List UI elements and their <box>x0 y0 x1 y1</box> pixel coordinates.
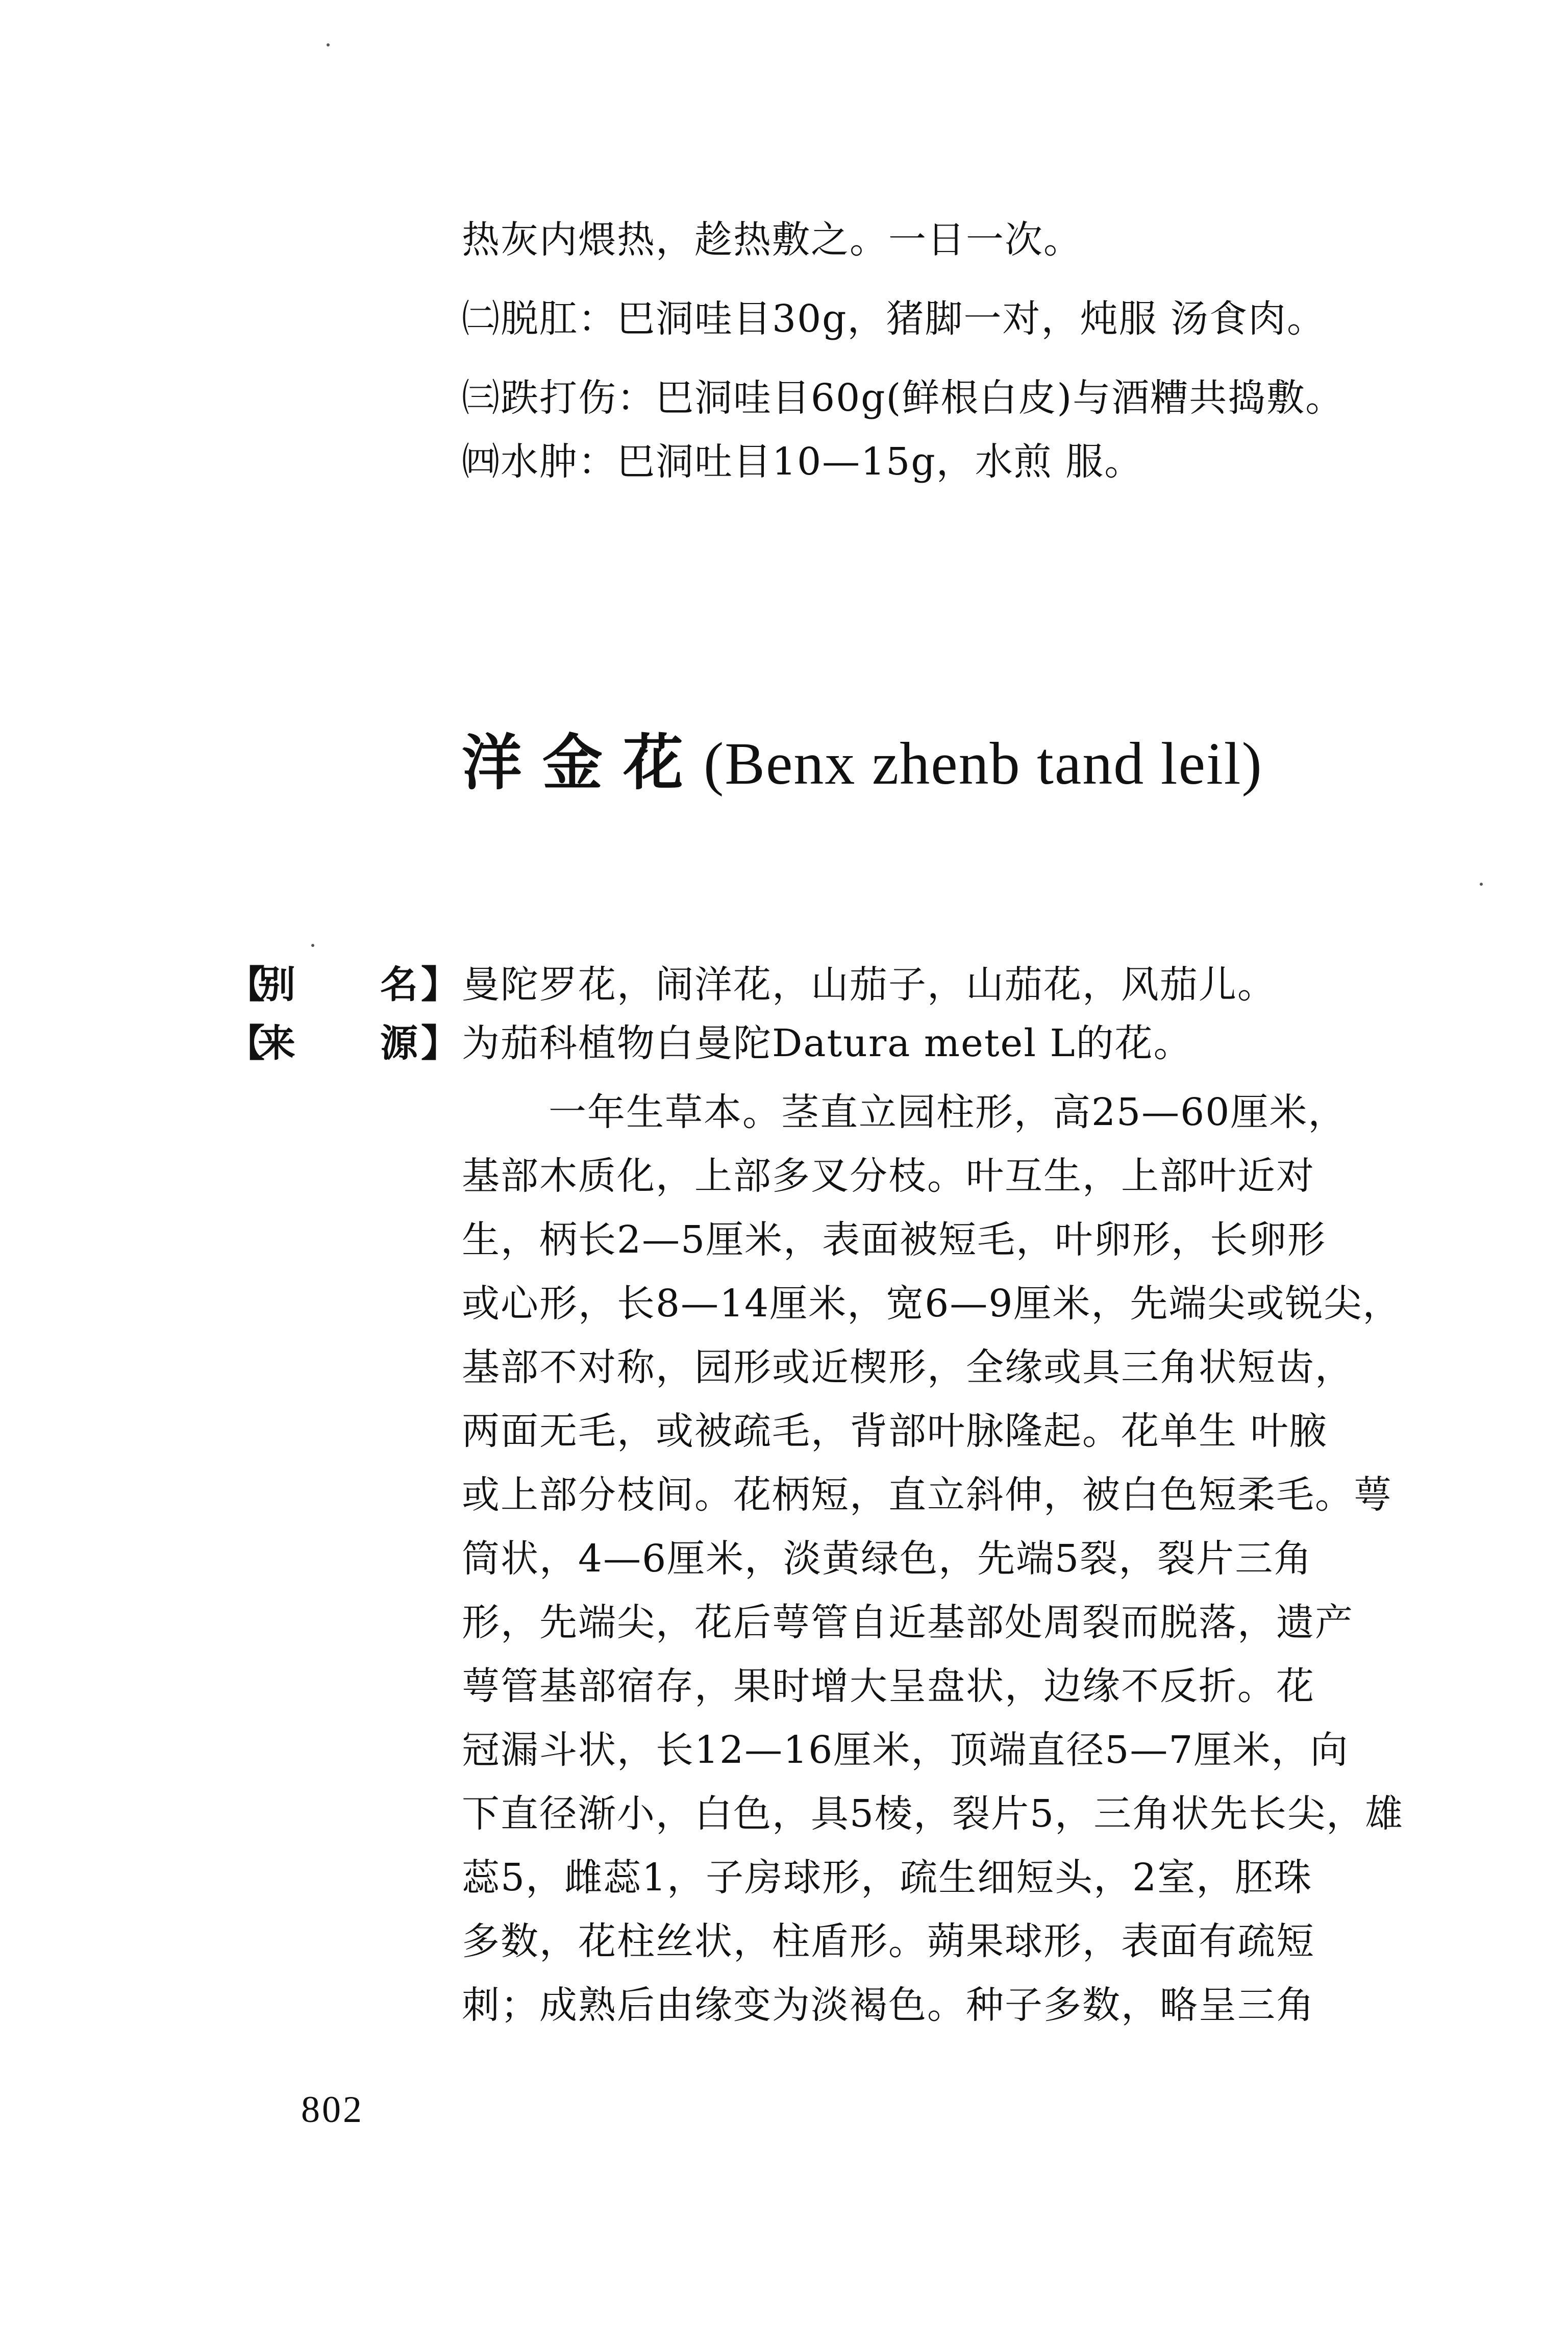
label-char: 源 <box>380 1021 418 1065</box>
description-line: 或心形，长8—14厘米，宽6—9厘米，先端尖或锐尖， <box>462 1282 1402 1326</box>
label-bracket-close: 】 <box>421 963 459 1007</box>
alias-text: 曼陀罗花，闹洋花，山茄子，山茄花，风茄儿。 <box>462 963 1276 1007</box>
label-char: 名 <box>380 963 418 1007</box>
text-line: 热灰内煨热，趁热敷之。一日一次。 <box>462 218 1082 262</box>
source-text: 为茄科植物白曼陀Datura metel L的花。 <box>462 1021 1192 1065</box>
page-number: 802 <box>301 2089 364 2131</box>
text-line: ㈢跌打伤：巴洞哇目60g(鲜根白皮)与酒糟共捣敷。 <box>462 376 1345 420</box>
entry-title <box>462 725 1263 802</box>
description-line: 或上部分枝间。花柄短，直立斜伸，被白色短柔毛。萼 <box>462 1473 1392 1517</box>
label-bracket-open: 【 <box>227 1021 265 1065</box>
label-bracket-open: 【 <box>227 963 265 1007</box>
description-line: 基部不对称，园形或近楔形，全缘或具三角状短齿， <box>462 1345 1354 1389</box>
label-char: 来 <box>258 1021 295 1065</box>
description-line: 蕊5，雌蕊1，子房球形，疏生细短头，2室，胚珠 <box>462 1856 1313 1900</box>
description-line: 多数，花柱丝状，柱盾形。蒴果球形，表面有疏短 <box>462 1919 1315 1963</box>
description-line: 形，先端尖，花后萼管自近基部处周裂而脱落，遗产 <box>462 1601 1354 1644</box>
description-line: 生，柄长2—5厘米，表面被短毛，叶卵形，长卵形 <box>462 1218 1327 1262</box>
description-line: 筒状，4—6厘米，淡黄绿色，先端5裂，裂片三角 <box>462 1537 1313 1581</box>
entry-title-latin: (Benx zhenb tand leil) <box>704 730 1263 797</box>
description-line: 基部木质化，上部多叉分枝。叶互生，上部叶近对 <box>462 1154 1315 1198</box>
description-line: 一年生草本。茎直立园柱形，高25—60厘米， <box>549 1090 1347 1134</box>
scan-speck <box>1480 883 1483 886</box>
description-line: 两面无毛，或被疏毛，背部叶脉隆起。花单生 叶腋 <box>462 1409 1328 1453</box>
scan-speck <box>327 43 330 46</box>
description-line: 萼管基部宿存，果时增大呈盘状，边缘不反折。花 <box>462 1664 1315 1708</box>
text-line: ㈣水肿：巴洞吐目10—15g，水煎 服。 <box>462 440 1143 484</box>
text-line: ㈡脱肛：巴洞哇目30g，猪脚一对，炖服 汤食肉。 <box>462 297 1326 341</box>
label-char: 别 <box>258 963 295 1007</box>
scan-speck <box>311 944 314 947</box>
description-line: 下直径渐小，白色，具5棱，裂片5，三角状先长尖，雄 <box>462 1792 1404 1836</box>
entry-title-cn: 洋金花 <box>462 727 704 798</box>
description-line: 刺；成熟后由缘变为淡褐色。种子多数，略呈三角 <box>462 1983 1315 2027</box>
label-bracket-close: 】 <box>421 1021 459 1065</box>
description-line: 冠漏斗状，长12—16厘米，顶端直径5—7厘米，向 <box>462 1728 1349 1772</box>
